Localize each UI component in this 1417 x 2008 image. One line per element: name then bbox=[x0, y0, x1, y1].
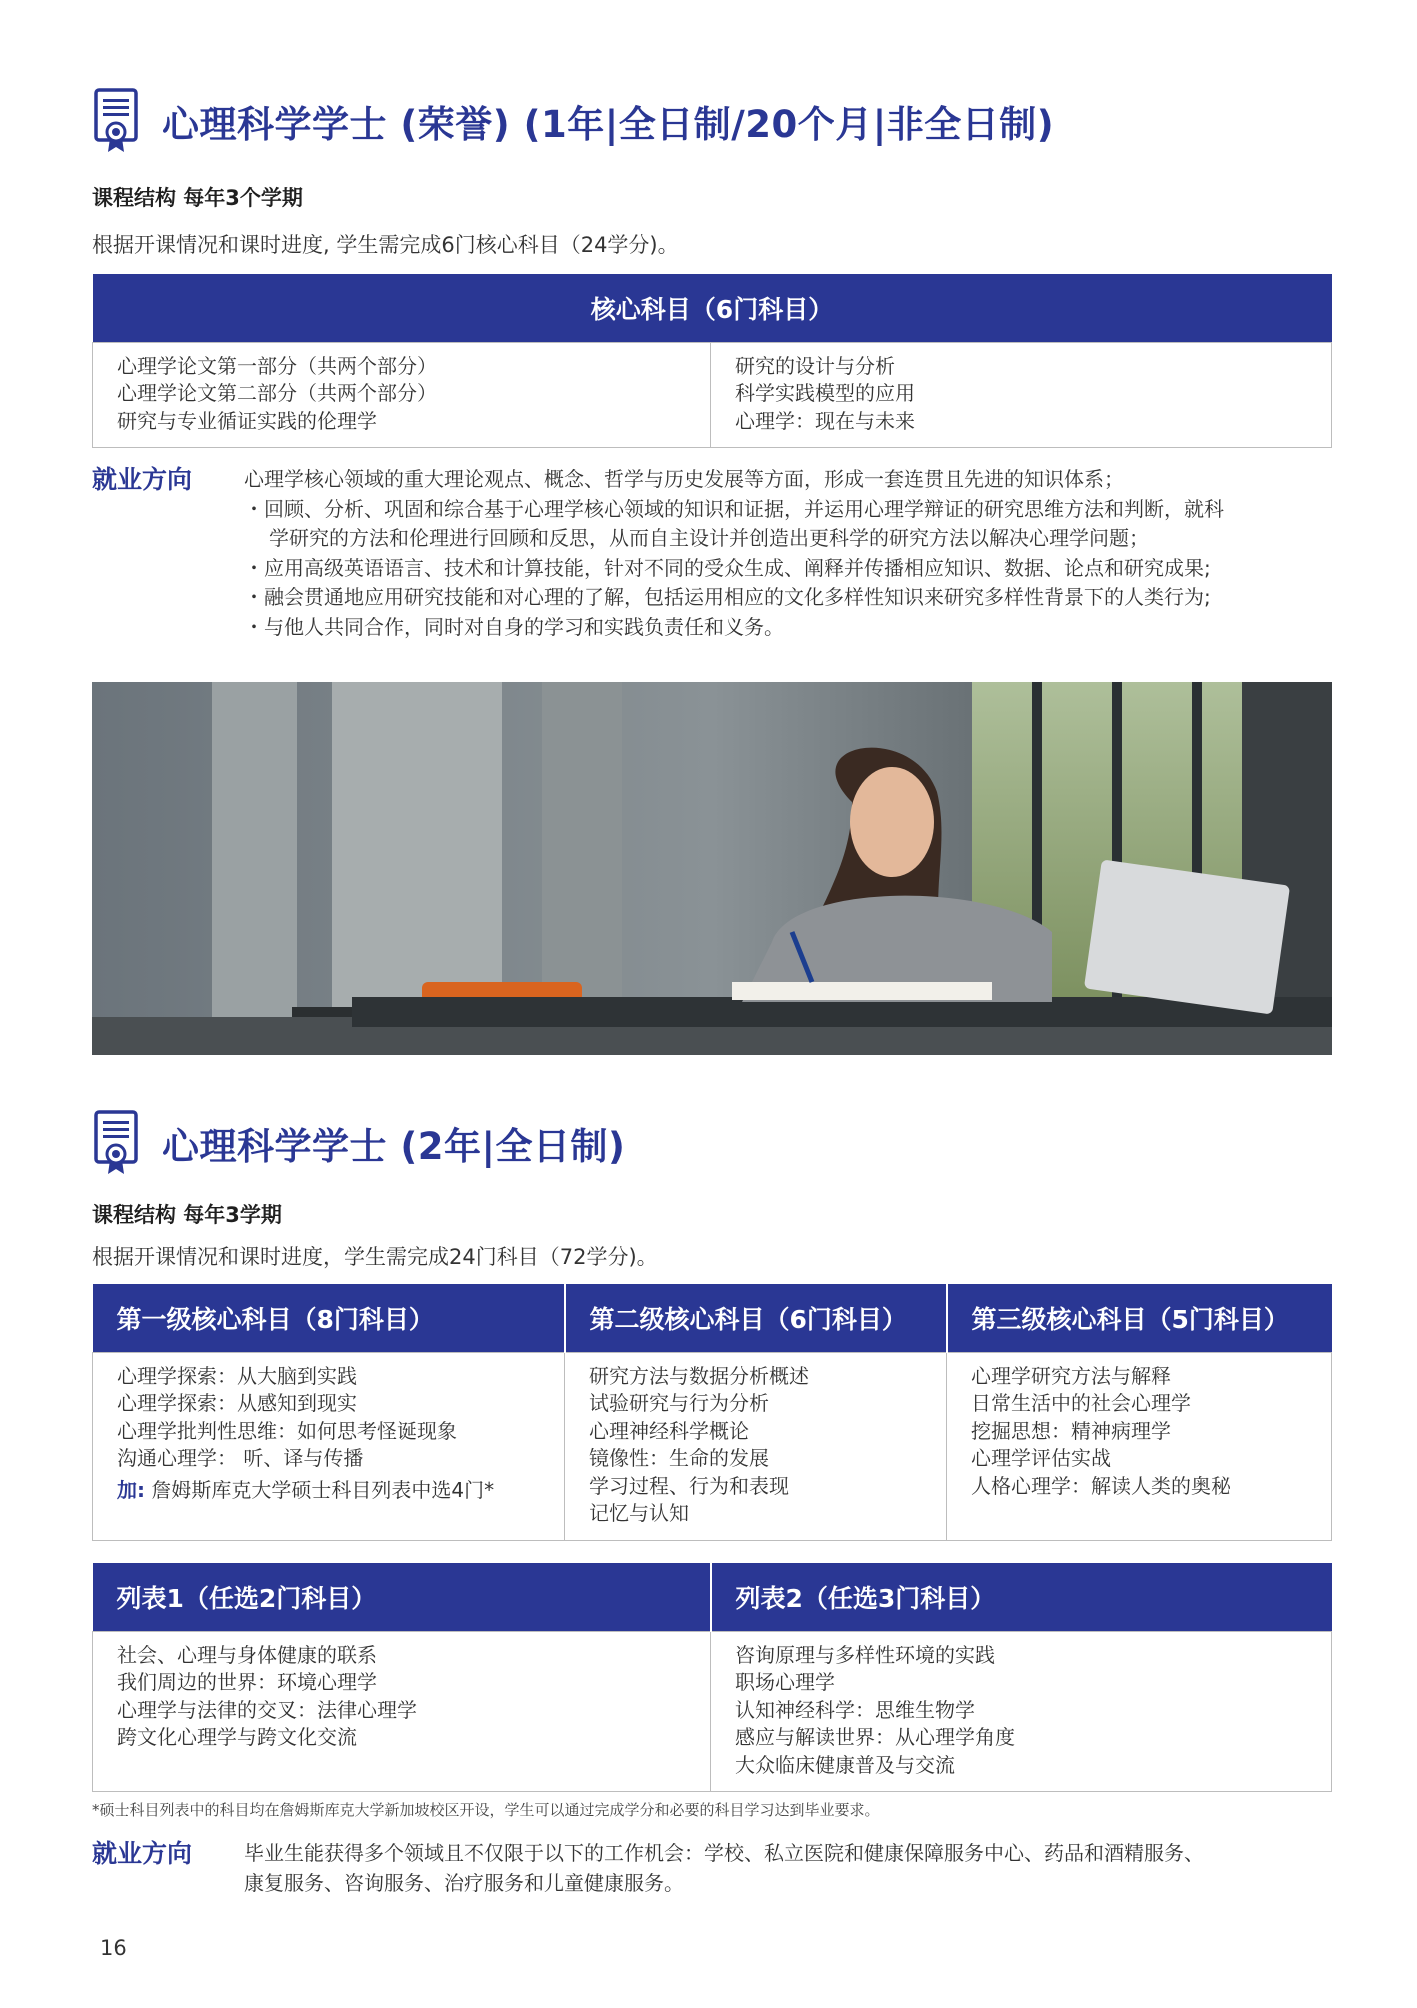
section1-intro: 根据开课情况和课时进度, 学生需完成6门核心科目（24学分)。 bbox=[92, 233, 679, 257]
core-right-cell bbox=[711, 342, 1332, 448]
level2-cell bbox=[565, 1352, 947, 1540]
course-item: 心理学探索：从感知到现实 bbox=[117, 1391, 357, 1415]
section1-title-row bbox=[92, 88, 1054, 154]
course-item: 心理学论文第一部分（共两个部分） bbox=[117, 353, 437, 378]
list2-header: 列表2（任选3门科目） bbox=[711, 1563, 1332, 1631]
level1-cell bbox=[93, 1352, 565, 1540]
course-item: 镜像性：生命的发展 bbox=[589, 1446, 769, 1470]
course-item: 心理学与法律的交叉：法律心理学 bbox=[117, 1697, 417, 1722]
career-line: 心理学核心领域的重大理论观点、概念、哲学与历史发展等方面，形成一套连贯且先进的知识体系； bbox=[244, 467, 1124, 491]
career-line: ・与他人共同合作，同时对自身的学习和实践负责任和义务。 bbox=[244, 614, 784, 639]
course-item: 心理学研究方法与解释 bbox=[971, 1363, 1171, 1388]
section2-title-row bbox=[92, 1110, 625, 1176]
elective-plus-label: 加: bbox=[117, 1477, 145, 1502]
course-item: 沟通心理学： 听、译与传播 bbox=[117, 1446, 364, 1470]
section2-lists-table bbox=[92, 1563, 1332, 1792]
photo-illustration bbox=[92, 682, 1332, 1055]
course-item: 心理学论文第二部分（共两个部分） bbox=[117, 381, 437, 405]
certificate-icon bbox=[92, 88, 140, 154]
career-line: 康复服务、咨询服务、治疗服务和儿童健康服务。 bbox=[244, 1870, 684, 1895]
course-item: 感应与解读世界：从心理学角度 bbox=[735, 1725, 1015, 1749]
elective-plus-text: 詹姆斯库克大学硕士科目列表中选4门* bbox=[151, 1477, 495, 1502]
section2-intro: 根据开课情况和课时进度，学生需完成24门科目（72学分)。 bbox=[92, 1245, 658, 1269]
career-label: 就业方向 bbox=[92, 465, 193, 494]
course-item: 日常生活中的社会心理学 bbox=[971, 1391, 1191, 1415]
career-line: ・应用高级英语语言、技术和计算技能，针对不同的受众生成、阐释并传播相应知识、数据、论点和研究成果; bbox=[244, 555, 1211, 580]
career-body bbox=[244, 1839, 1342, 1898]
course-item: 记忆与认知 bbox=[589, 1501, 689, 1525]
course-item: 心理学评估实战 bbox=[971, 1446, 1111, 1470]
core-left-cell bbox=[93, 342, 711, 448]
course-item: 职场心理学 bbox=[735, 1670, 835, 1694]
career-label: 就业方向 bbox=[92, 1839, 193, 1868]
section2-levels-table bbox=[92, 1284, 1332, 1541]
course-item: 跨文化心理学与跨文化交流 bbox=[117, 1725, 357, 1749]
course-item: 心理神经科学概论 bbox=[589, 1418, 749, 1443]
page-number: 16 bbox=[100, 1936, 127, 1960]
course-item: 研究与专业循证实践的伦理学 bbox=[117, 408, 377, 433]
career-line: 毕业生能获得多个领域且不仅限于以下的工作机会：学校、私立医院和健康保障服务中心、药品和酒精服务、 bbox=[244, 1841, 1204, 1865]
course-item: 研究的设计与分析 bbox=[735, 353, 895, 378]
core-table-header: 核心科目（6门科目） bbox=[93, 274, 1332, 342]
course-item: 研究方法与数据分析概述 bbox=[589, 1363, 809, 1388]
certificate-icon bbox=[92, 1110, 140, 1176]
course-item: 人格心理学：解读人类的奥秘 bbox=[971, 1473, 1231, 1498]
student-study-photo bbox=[92, 682, 1332, 1055]
course-item: 大众临床健康普及与交流 bbox=[735, 1752, 955, 1777]
course-item: 社会、心理与身体健康的联系 bbox=[117, 1642, 377, 1667]
list1-cell bbox=[93, 1631, 711, 1792]
section1-title: 心理科学学士 (荣誉) (1年|全日制/20个月|非全日制) bbox=[162, 103, 1055, 146]
career-line: ・融会贯通地应用研究技能和对心理的了解，包括运用相应的文化多样性知识来研究多样性背景下的人类行为; bbox=[244, 585, 1211, 609]
career-line: 学研究的方法和伦理进行回顾和反思，从而自主设计并创造出更科学的研究方法以解决心理学问题； bbox=[269, 526, 1149, 550]
course-item: 心理学批判性思维：如何思考怪诞现象 bbox=[117, 1418, 457, 1443]
course-item: 科学实践模型的应用 bbox=[735, 381, 915, 405]
section2-career bbox=[92, 1839, 1342, 1898]
section2-structure-heading: 课程结构 每年3学期 bbox=[92, 1203, 282, 1227]
level3-header: 第三级核心科目（5门科目） bbox=[947, 1284, 1332, 1352]
elective-note bbox=[117, 1477, 540, 1505]
course-item: 心理学探索：从大脑到实践 bbox=[117, 1363, 357, 1388]
course-item: 试验研究与行为分析 bbox=[589, 1391, 769, 1415]
list1-header: 列表1（任选2门科目） bbox=[93, 1563, 711, 1631]
level2-header: 第二级核心科目（6门科目） bbox=[565, 1284, 947, 1352]
course-item: 认知神经科学：思维生物学 bbox=[735, 1697, 975, 1722]
course-item: 学习过程、行为和表现 bbox=[589, 1473, 789, 1498]
course-item: 我们周边的世界：环境心理学 bbox=[117, 1670, 377, 1694]
course-item: 咨询原理与多样性环境的实践 bbox=[735, 1642, 995, 1667]
section2-title: 心理科学学士 (2年|全日制) bbox=[162, 1125, 626, 1168]
section1-core-table bbox=[92, 274, 1332, 448]
career-line: ・回顾、分析、巩固和综合基于心理学核心领域的知识和证据，并运用心理学辩证的研究思维方法和判断，就科 bbox=[244, 496, 1224, 521]
list2-cell bbox=[711, 1631, 1332, 1792]
level3-cell bbox=[947, 1352, 1332, 1540]
course-item: 挖掘思想：精神病理学 bbox=[971, 1418, 1171, 1443]
career-body bbox=[244, 465, 1342, 642]
level1-header: 第一级核心科目（8门科目） bbox=[93, 1284, 565, 1352]
course-item: 心理学：现在与未来 bbox=[735, 408, 915, 433]
footnote: *硕士科目列表中的科目均在詹姆斯库克大学新加坡校区开设，学生可以通过完成学分和必要的科目学习达到毕业要求。 bbox=[92, 1801, 880, 1819]
section1-career bbox=[92, 465, 1342, 642]
section1-structure-heading: 课程结构 每年3个学期 bbox=[92, 186, 303, 210]
